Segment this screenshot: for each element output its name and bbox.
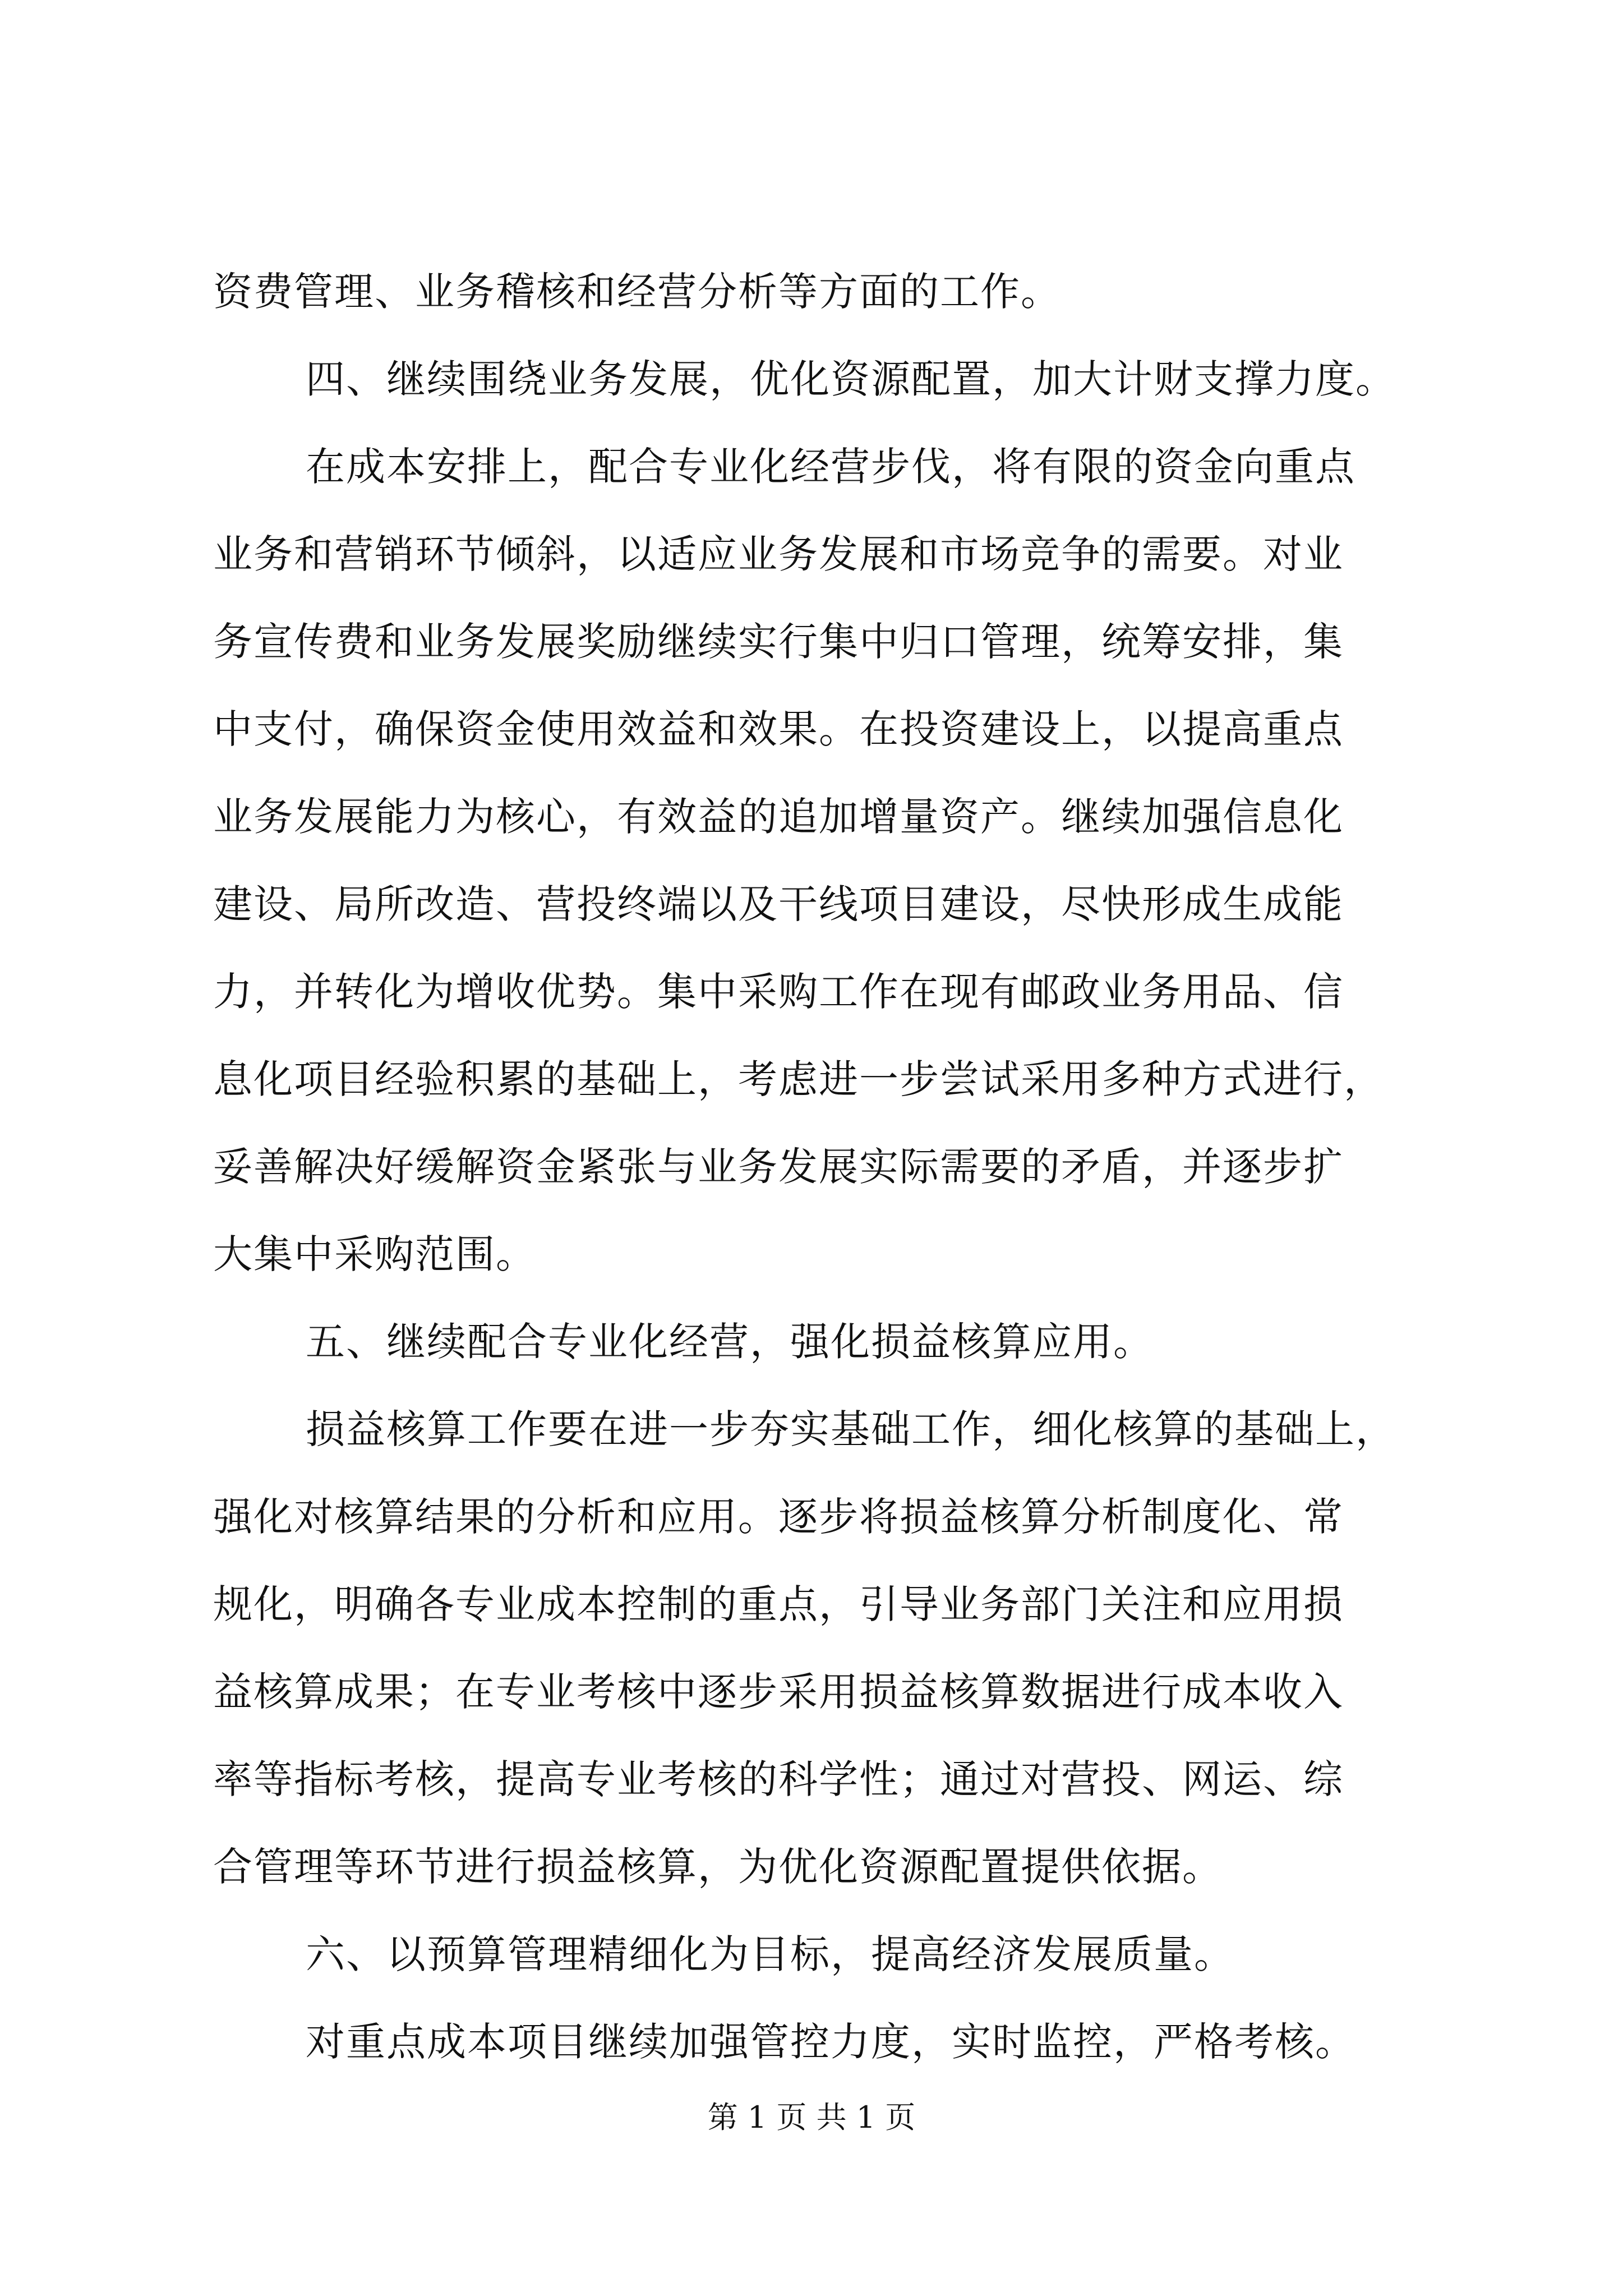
text-line: 规化，明确各专业成本控制的重点，引导业务部门关注和应用损 [213,1581,1344,1627]
text-line: 强化对核算结果的分析和应用。逐步将损益核算分析制度化、常 [213,1494,1344,1540]
text-line: 力，并转化为增收优势。集中采购工作在现有邮政业务用品、信 [213,969,1344,1015]
text-line: 建设、局所改造、营投终端以及干线项目建设，尽快形成生成能 [213,881,1344,927]
page-footer: 第 1 页 共 1 页 [707,2100,916,2135]
text-line: 率等指标考核，提高专业考核的科学性；通过对营投、网运、综 [213,1756,1344,1802]
text-line: 妥善解决好缓解资金紧张与业务发展实际需要的矛盾，并逐步扩 [213,1144,1344,1190]
text-line: 中支付，确保资金使用效益和效果。在投资建设上，以提高重点 [213,706,1344,752]
text-line: 大集中采购范围。 [213,1231,536,1277]
text-line: 业务发展能力为核心，有效益的追加增量资产。继续加强信息化 [213,794,1344,840]
text-line: 务宣传费和业务发展奖励继续实行集中归口管理，统筹安排，集 [213,619,1344,665]
section-heading: 六、以预算管理精细化为目标，提高经济发展质量。 [306,1931,1234,1977]
text-line: 资费管理、业务稽核和经营分析等方面的工作。 [213,269,1061,315]
text-line: 益核算成果；在专业考核中逐步采用损益核算数据进行成本收入 [213,1669,1344,1715]
section-heading: 四、继续围绕业务发展，优化资源配置，加大计财支撑力度。 [306,356,1396,402]
section-heading: 五、继续配合专业化经营，强化损益核算应用。 [306,1319,1154,1365]
text-line: 在成本安排上，配合专业化经营步伐，将有限的资金向重点 [306,444,1355,490]
text-line: 业务和营销环节倾斜，以适应业务发展和市场竞争的需要。对业 [213,531,1344,577]
text-line: 息化项目经验积累的基础上，考虑进一步尝试采用多种方式进行， [213,1056,1384,1102]
text-line: 损益核算工作要在进一步夯实基础工作，细化核算的基础上， [306,1406,1396,1452]
text-line: 合管理等环节进行损益核算，为优化资源配置提供依据。 [213,1844,1223,1890]
text-line: 对重点成本项目继续加强管控力度，实时监控，严格考核。 [306,2019,1355,2065]
